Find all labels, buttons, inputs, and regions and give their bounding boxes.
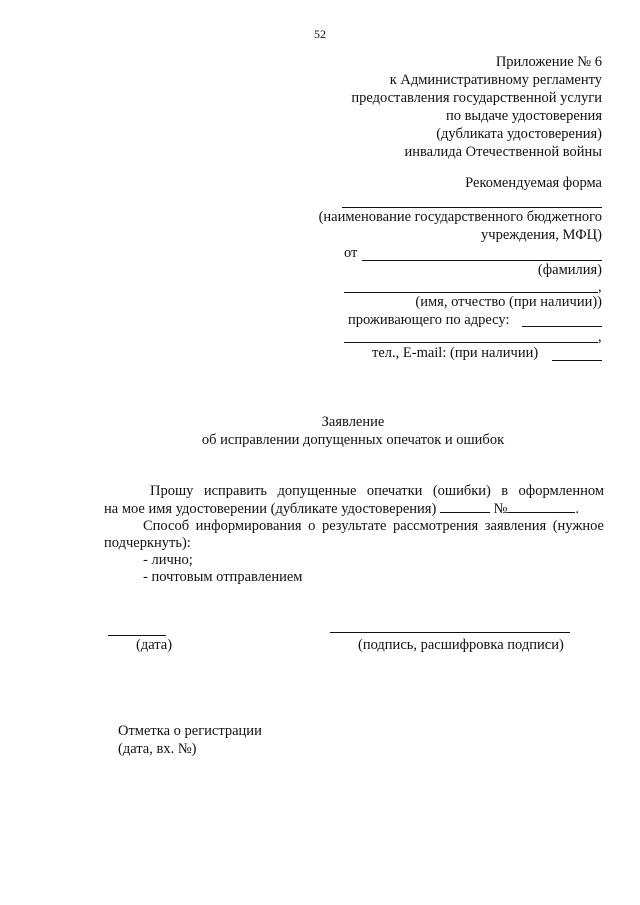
notify-method-line-1: Способ информирования о результате рассмотрения заявления (нужное (143, 518, 604, 534)
header-line-4: по выдаче удостоверения (445, 108, 602, 124)
option-by-post[interactable]: - почтовым отправлением (143, 569, 303, 585)
name-caption: (имя, отчество (при наличии)) (415, 294, 602, 310)
recommended-form-label: Рекомендуемая форма (465, 175, 602, 191)
date-blank-line[interactable] (108, 635, 166, 636)
address-comma: , (598, 329, 602, 345)
from-label: от (344, 245, 358, 261)
institution-blank-line[interactable] (342, 207, 602, 208)
contact-blank-line[interactable] (552, 360, 602, 361)
signature-blank-line[interactable] (330, 632, 570, 633)
address-blank-line-2[interactable] (344, 342, 598, 343)
document-title: Заявление (321, 414, 385, 430)
notify-method-line-2: подчеркнуть): (104, 535, 191, 551)
from-blank-line[interactable] (362, 260, 602, 261)
header-line-3: предоставления государственной услуги (351, 90, 602, 106)
surname-caption: (фамилия) (537, 262, 602, 278)
request-line-2: на мое имя удостоверении (дубликате удостоверения) № . (104, 501, 579, 517)
header-line-6: инвалида Отечественной войны (404, 144, 602, 160)
registration-mark-label: Отметка о регистрации (118, 723, 262, 739)
page-number: 52 (314, 27, 326, 41)
address-label: проживающего по адресу: (348, 312, 510, 328)
institution-caption-2: учреждения, МФЦ) (481, 227, 602, 243)
contact-label: тел., E-mail: (при наличии) (372, 345, 539, 361)
certificate-number-field[interactable] (507, 500, 575, 513)
signature-caption: (подпись, расшифровка подписи) (358, 637, 564, 653)
request-line-2-text: на мое имя удостоверении (дубликате удостоверения) (104, 501, 437, 517)
header-line-5: (дубликата удостоверения) (436, 126, 602, 142)
institution-caption-1: (наименование государственного бюджетного (318, 209, 602, 225)
certificate-series-field[interactable] (440, 500, 490, 513)
name-comma: , (598, 279, 602, 295)
option-in-person[interactable]: - лично; (143, 552, 193, 568)
date-caption: (дата) (136, 637, 173, 653)
appendix-number: Приложение № 6 (495, 54, 602, 70)
number-sign: № (493, 501, 508, 517)
address-blank-line[interactable] (522, 326, 602, 327)
document-subtitle: об исправлении допущенных опечаток и ошибок (201, 432, 505, 448)
registration-mark-caption: (дата, вх. №) (118, 741, 197, 757)
name-blank-line[interactable] (344, 292, 598, 293)
header-line-2: к Административному регламенту (389, 72, 602, 88)
request-line-1: Прошу исправить допущенные опечатки (ошибки) в оформленном (150, 483, 604, 499)
